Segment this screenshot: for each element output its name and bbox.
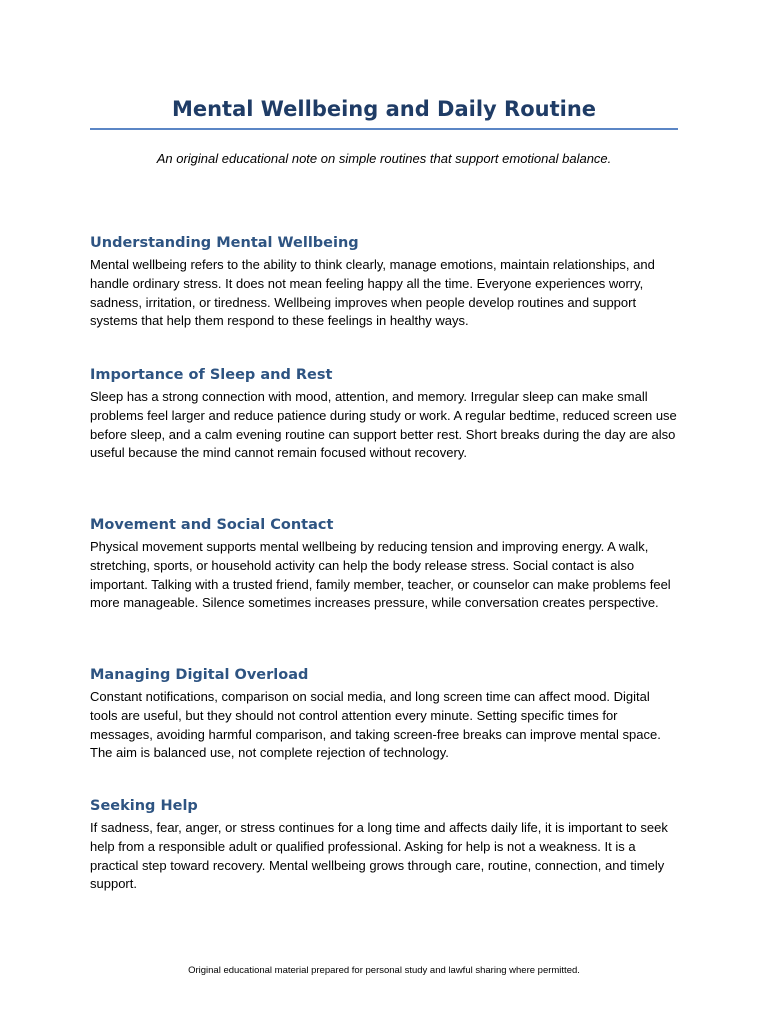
section-heading: Seeking Help [90,798,198,814]
page-footer: Original educational material prepared for personal study and lawful sharing where permitted. [188,965,580,976]
section-body: If sadness, fear, anger, or stress continues for a long time and affects daily life, it is important to seek help from a responsible adult or qualified professional. Asking for help is not a weakness. It is a practical step toward recovery. Mental wellbeing grows through care, routine, connection, and timely support. [90,820,668,892]
section-body: Sleep has a strong connection with mood, attention, and memory. Irregular sleep can make small problems feel larger and reduce patience during study or work. A regular bedtime, reduced screen use before sleep, and a calm evening routine can support better rest. Short breaks during the day are also useful because the mind cannot remain focused without recovery. [90,389,677,461]
page-title: Mental Wellbeing and Daily Routine [171,97,597,121]
section-heading: Movement and Social Contact [90,517,334,533]
section-understanding-mental-wellbeing [90,232,680,331]
section-body: Physical movement supports mental wellbeing by reducing tension and improving energy. A walk, stretching, sports, or household activity can help the body release stress. Social contact is also important. Talking with a trusted friend, family member, teacher, or counselor can make problems feel more manageable. Silence sometimes increases pressure, while conversation creates perspective. [90,539,671,611]
section-seeking-help [90,795,680,894]
section-importance-of-sleep-and-rest [90,364,680,463]
section-body: Mental wellbeing refers to the ability to think clearly, manage emotions, maintain relationships, and handle ordinary stress. It does not mean feeling happy all the time. Everyone experiences worry, sadness, irritation, or tiredness. Wellbeing improves when people develop routines and support systems that help them respond to these feelings in healthy ways. [90,257,655,329]
section-movement-and-social-contact [90,514,680,613]
section-heading: Managing Digital Overload [90,667,309,683]
title-divider [90,128,678,130]
section-heading: Understanding Mental Wellbeing [90,235,359,251]
section-heading: Importance of Sleep and Rest [90,367,333,383]
section-managing-digital-overload [90,664,680,763]
section-body: Constant notifications, comparison on social media, and long screen time can affect mood. Digital tools are useful, but they should not control attention every minute. Setting specific times for messages, avoiding harmful comparison, and taking screen-free breaks can improve mental space. The aim is balanced use, not complete rejection of technology. [90,689,661,761]
page-subtitle: An original educational note on simple routines that support emotional balance. [156,151,612,166]
